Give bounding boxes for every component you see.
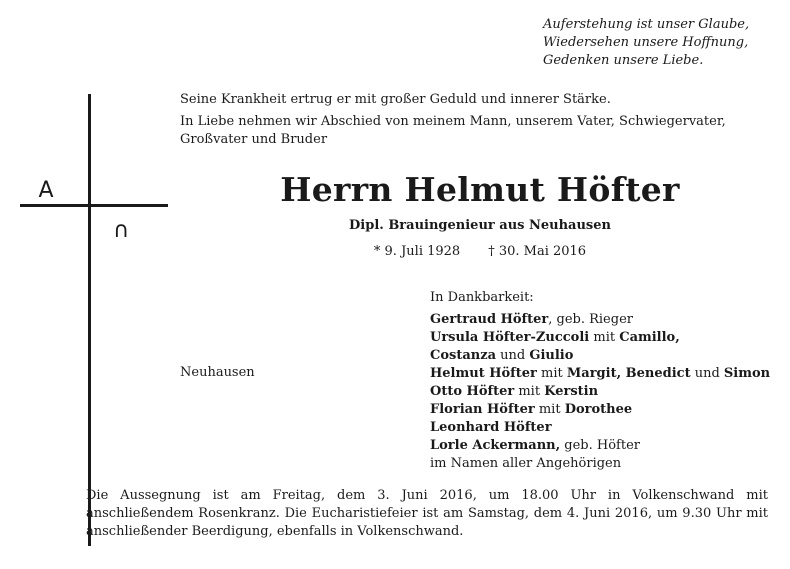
mourner-name: Camillo, [619,330,680,345]
mourner-name: Costanza [430,348,497,363]
mourner-name: Helmut Höfter [430,366,537,381]
mourner-rows [430,311,785,473]
mourner-row [430,329,785,347]
mourner-name: Giulio [529,348,574,363]
cross-horizontal-beam [20,204,168,207]
mourners-list [430,289,785,473]
deceased-name: Herrn Helmut Höfter [280,170,680,209]
life-dates [180,244,780,259]
motto-verse [543,16,783,70]
cross-vertical-beam [88,94,91,546]
cross-symbol [20,94,170,546]
mourner-name: Kerstin [544,384,599,399]
mourner-row [430,419,785,437]
motto-line: Auferstehung ist unser Glaube, [543,17,750,32]
mourner-row [430,401,785,419]
mourner-name: Dorothee [564,402,633,417]
mourner-row [430,347,785,365]
motto-line: Gedenken unsere Liebe. [543,53,704,68]
mourner-text: mit [514,384,545,399]
mourner-name: Simon [723,366,771,381]
deceased-profession: Dipl. Brauingenieur aus Neuhausen [349,218,611,233]
mourner-text: , geb. Rieger [548,312,633,327]
mourner-text: geb. Höfter [560,438,640,453]
mourner-name: Florian Höfter [430,402,535,417]
mourner-name: Otto Höfter [430,384,515,399]
mourner-row [430,383,785,401]
mourner-text: mit [589,330,620,345]
intro-text [180,91,780,153]
birth-date: * 9. Juli 1928 [373,244,461,259]
intro-line: Seine Krankheit ertrug er mit großer Geduld und innerer Stärke. [180,92,611,107]
mourner-name: Gertraud Höfter [430,312,549,327]
place-label: Neuhausen [180,365,255,380]
mourner-name: Lorle Ackermann, [430,438,561,453]
mourner-name: Ursula Höfter-Zuccoli [430,330,590,345]
mourner-text: und [496,348,530,363]
omega-icon: ∩ [112,218,130,243]
mourner-name: Leonhard Höfter [430,420,552,435]
mourner-name: Margit, Benedict [566,366,691,381]
thanks-heading: In Dankbarkeit: [430,290,534,305]
intro-line: In Liebe nehmen wir Abschied von meinem Mann, unserem Vater, Schwiegervater, Großvater und Bruder [180,114,726,147]
mourner-row [430,365,785,383]
death-date: † 30. Mai 2016 [488,244,587,259]
mourner-row [430,455,785,473]
mourner-text: im Namen aller Angehörigen [430,456,622,471]
mourner-row [430,311,785,329]
motto-line: Wiedersehen unsere Hoffnung, [543,35,749,50]
mourner-text: mit [534,402,565,417]
funeral-details: Die Aussegnung ist am Freitag, dem 3. Juni 2016, um 18.00 Uhr in Volkenschwand mit anschließendem Rosenkranz. Die Eucharistiefeier ist am Samstag, dem 4. Juni 2016, um 9.30 Uhr mit anschließender Beerdigung, ebenfalls in Volkenschwand. [86,488,768,539]
mourner-row [430,437,785,455]
alpha-icon: A [38,178,54,203]
mourner-text: mit [536,366,567,381]
mourner-text: und [690,366,724,381]
